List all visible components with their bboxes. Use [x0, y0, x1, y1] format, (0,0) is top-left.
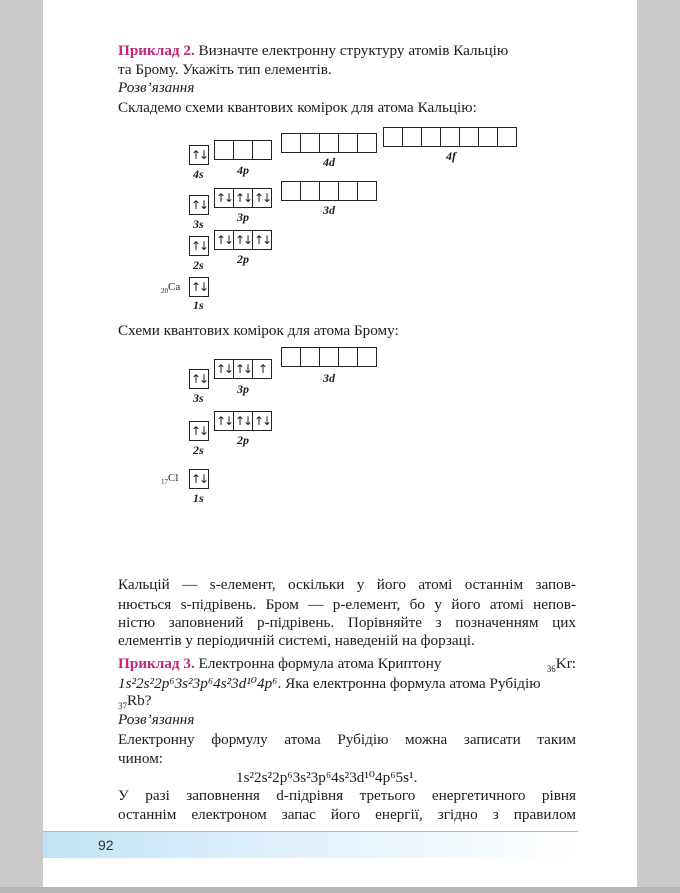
ca-1s-cells — [189, 277, 209, 297]
br-symbol: Cl — [168, 472, 179, 484]
ca-4f-cell — [421, 127, 441, 147]
ca-3d-cell — [281, 181, 301, 201]
br-3d-cells — [281, 347, 377, 367]
ca-3d-cells — [281, 181, 377, 201]
ca-4f-cell — [459, 127, 479, 147]
br-3p-cell: ↑↓ — [214, 359, 234, 379]
example3-line3 — [118, 692, 151, 710]
ca-4p-cell — [233, 140, 253, 160]
ca-atomic-number: 20 — [161, 287, 168, 296]
ca-4f-cells — [383, 127, 517, 147]
ca-3s-label: 3s — [193, 217, 204, 231]
conclusion-line4: елементів у періодичній системі, наведеній на форзаці. — [118, 632, 475, 649]
solution3-label: Розв’язання — [118, 711, 195, 728]
example2-text1: Визначте електронну структуру атомів Кальцію — [194, 42, 509, 59]
br-1s-cells — [189, 469, 209, 489]
ca-3p-cell: ↑↓ — [252, 188, 272, 208]
ca-3p-cell: ↑↓ — [214, 188, 234, 208]
kr-formula: 1s²2s²2p⁶3s²3p⁶4s²3d¹⁰4p⁶ — [118, 675, 278, 692]
ca-3d-cell — [357, 181, 377, 201]
br-element-symbol — [161, 472, 179, 487]
example3-label: Приклад 3. — [118, 655, 195, 672]
solution3-line4: останнім електроном запас його енергії, згідно з правилом — [118, 806, 576, 823]
ca-4s-cell: ↑↓ — [189, 145, 209, 165]
example3-text1: Електронна формула атома Криптону — [194, 655, 442, 672]
ca-2p-cell: ↑↓ — [214, 230, 234, 250]
solution3-line2: чином: — [118, 750, 164, 767]
conclusion-line3: ністю заповнений p-підрівень. Порівняйте з позначенням цих — [118, 614, 576, 631]
br-2s-cells — [189, 421, 209, 441]
solution3-line3: У разі заповнення d-підрівня третього енергетичного рівня — [118, 787, 576, 804]
kr-symbol: Kr: — [555, 655, 576, 672]
solution3-line1: Електронну формулу атома Рубідію можна записати таким — [118, 731, 576, 748]
ca-4f-cell — [478, 127, 498, 147]
ca-1s-cell: ↑↓ — [189, 277, 209, 297]
kr-atomic-number: 36 — [546, 664, 556, 675]
br-2p-cell: ↑↓ — [214, 411, 234, 431]
br-3s-cells — [189, 369, 209, 389]
ca-4d-cell — [338, 133, 358, 153]
br-atomic-number: 17 — [161, 478, 168, 487]
conclusion-line1: Кальцій — s-елемент, оскільки у його атомі останнім запов- — [118, 576, 576, 593]
ca-4p-label: 4p — [237, 163, 249, 177]
example2-label: Приклад 2. — [118, 42, 195, 59]
ca-1s-label: 1s — [193, 298, 204, 312]
page-number: 92 — [98, 837, 114, 853]
ca-4d-cell — [357, 133, 377, 153]
ca-3d-label: 3d — [323, 203, 335, 217]
ca-3d-cell — [338, 181, 358, 201]
ca-4f-cell — [383, 127, 403, 147]
ca-4p-cells — [214, 140, 272, 160]
br-3d-cell — [357, 347, 377, 367]
page-edge — [0, 887, 680, 893]
br-1s-label: 1s — [193, 491, 204, 505]
ca-4f-label: 4f — [446, 149, 456, 163]
br-3d-cell — [300, 347, 320, 367]
br-3p-label: 3p — [237, 382, 249, 396]
ca-3p-label: 3p — [237, 210, 249, 224]
example3-line1 — [118, 655, 576, 673]
ca-4s-cells — [189, 145, 209, 165]
ca-element-symbol — [161, 281, 181, 296]
br-2p-cell: ↑↓ — [252, 411, 272, 431]
br-3d-cell — [338, 347, 358, 367]
ca-3s-cells — [189, 195, 209, 215]
br-3d-label: 3d — [323, 371, 335, 385]
ca-2s-label: 2s — [193, 258, 204, 272]
ca-4p-cell — [214, 140, 234, 160]
ca-3p-cell: ↑↓ — [233, 188, 253, 208]
solution-label: Розв’язання — [118, 79, 195, 96]
ca-4d-cell — [319, 133, 339, 153]
calcium-intro: Складемо схеми квантових комірок для атома Кальцію: — [118, 99, 477, 116]
ca-2p-cell: ↑↓ — [233, 230, 253, 250]
br-3p-cell: ↑↓ — [233, 359, 253, 379]
ca-4d-cell — [281, 133, 301, 153]
ca-3d-cell — [319, 181, 339, 201]
br-2p-cell: ↑↓ — [233, 411, 253, 431]
example2-line2: та Брому. Укажіть тип елементів. — [118, 61, 332, 78]
ca-4f-cell — [440, 127, 460, 147]
br-3d-cell — [319, 347, 339, 367]
footer-bar — [43, 832, 578, 858]
rb-symbol: Rb? — [127, 692, 152, 709]
ca-4d-cell — [300, 133, 320, 153]
example3-text2: . Яка електронна формула атома Рубідію — [277, 675, 541, 692]
ca-4d-label: 4d — [323, 155, 335, 169]
ca-2s-cell: ↑↓ — [189, 236, 209, 256]
br-3s-cell: ↑↓ — [189, 369, 209, 389]
ca-3s-cell: ↑↓ — [189, 195, 209, 215]
ca-4f-cell — [402, 127, 422, 147]
example2-line1 — [118, 42, 508, 60]
ca-2p-label: 2p — [237, 252, 249, 266]
ca-2p-cell: ↑↓ — [252, 230, 272, 250]
br-2s-cell: ↑↓ — [189, 421, 209, 441]
ca-2p-cells — [214, 230, 272, 250]
br-1s-cell: ↑↓ — [189, 469, 209, 489]
br-3s-label: 3s — [193, 391, 204, 405]
ca-4f-cell — [497, 127, 517, 147]
ca-2s-cells — [189, 236, 209, 256]
ca-4d-cells — [281, 133, 377, 153]
rb-atomic-number: 37 — [118, 701, 127, 712]
br-2p-cells — [214, 411, 272, 431]
bromine-intro: Схеми квантових комірок для атома Брому: — [118, 322, 399, 339]
ca-4s-label: 4s — [193, 167, 204, 181]
br-3p-cell: ↑ — [252, 359, 272, 379]
ca-4p-cell — [252, 140, 272, 160]
br-3d-cell — [281, 347, 301, 367]
ca-3p-cells — [214, 188, 272, 208]
example3-line2 — [118, 675, 541, 693]
ca-3d-cell — [300, 181, 320, 201]
conclusion-line2: нюється s-підрівень. Бром — p-елемент, бо у його атомі непов- — [118, 596, 576, 613]
br-3p-cells — [214, 359, 272, 379]
ca-symbol: Ca — [168, 281, 181, 293]
br-2s-label: 2s — [193, 443, 204, 457]
br-2p-label: 2p — [237, 433, 249, 447]
rb-formula: 1s²2s²2p⁶3s²3p⁶4s²3d¹⁰4p⁶5s¹. — [236, 769, 418, 786]
